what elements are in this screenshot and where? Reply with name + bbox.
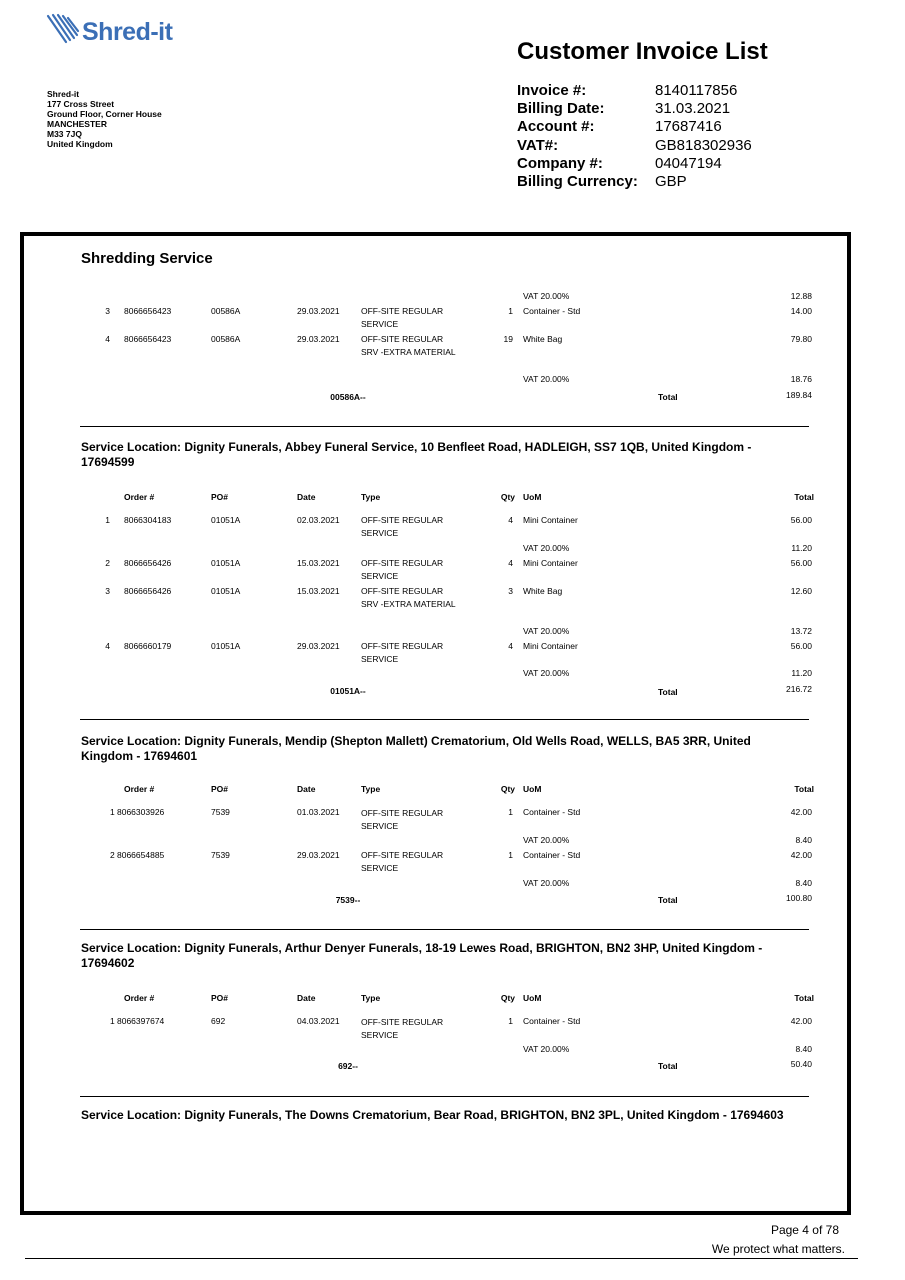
service-type: OFF-SITE REGULAR SERVICE (361, 306, 444, 329)
section-title: Shredding Service (81, 250, 213, 267)
meta-label: Invoice #: (517, 81, 587, 99)
total-label: Total (658, 392, 678, 402)
unit-of-measure: Container - Std (523, 1016, 581, 1026)
service-location: Service Location: Dignity Funerals, The Downs Crematorium, Bear Road, BRIGHTON, BN2 3PL, United Kingdom - 17694603 (81, 1108, 784, 1122)
order-date: 01.03.2021 (297, 807, 340, 817)
order-date: 15.03.2021 (297, 558, 340, 568)
unit-of-measure: Container - Std (523, 850, 581, 860)
service-location: Service Location: Dignity Funerals, Abbey Funeral Service, 10 Benfleet Road, HADLEIGH, SS7 1QB, United Kingdom - 17694599 (81, 440, 752, 469)
sender-line: Shred-it (47, 89, 80, 99)
po-subtotal-label: 00586A-- (330, 392, 366, 402)
line-total: 42.00 (790, 850, 812, 860)
row-index: 1 (110, 807, 115, 817)
meta-row (517, 81, 752, 99)
meta-value: GB818302936 (655, 136, 752, 154)
total-label: Total (658, 1061, 678, 1071)
service-type: OFF-SITE REGULAR SERVICE (361, 1017, 444, 1040)
quantity: 1 (508, 306, 513, 316)
meta-row (517, 172, 752, 190)
line-total: 12.60 (790, 586, 812, 596)
meta-value: 8140117856 (655, 81, 738, 99)
order-number: 8066656426 (124, 558, 172, 568)
col-header-uom: UoM (523, 492, 542, 502)
col-header-qty: Qty (500, 492, 515, 502)
order-number: 8066656426 (124, 586, 172, 596)
col-header-po: PO# (211, 993, 229, 1003)
unit-of-measure: White Bag (523, 586, 563, 596)
vat-label: VAT 20.00% (523, 878, 570, 888)
vat-label: VAT 20.00% (523, 291, 570, 301)
page-number: Page 4 of 78 (770, 1223, 839, 1237)
vat-label: VAT 20.00% (523, 626, 570, 636)
service-location: Service Location: Dignity Funerals, Mendip (Shepton Mallett) Crematorium, Old Wells Road, WELLS, BA5 3RR, United Kingdom - 17694601 (81, 734, 751, 763)
po-number: 7539 (211, 850, 230, 860)
col-header-order: Order # (124, 492, 155, 502)
quantity: 1 (508, 1016, 513, 1026)
order-date: 04.03.2021 (297, 1016, 340, 1026)
line-total: 14.00 (790, 306, 812, 316)
order-date: 29.03.2021 (297, 334, 340, 344)
grand-total: 50.40 (790, 1059, 812, 1069)
vat-label: VAT 20.00% (523, 668, 570, 678)
col-header-type: Type (361, 492, 381, 502)
quantity: 4 (508, 641, 513, 651)
col-header-date: Date (297, 784, 316, 794)
page-title: Customer Invoice List (517, 38, 768, 65)
sender-line: M33 7JQ (47, 129, 82, 139)
sender-line: United Kingdom (47, 139, 113, 149)
meta-value: 17687416 (655, 118, 722, 136)
service-type: OFF-SITE REGULAR SERVICE (361, 558, 444, 581)
po-number: 00586A (211, 306, 241, 316)
meta-row (517, 99, 752, 117)
order-date: 02.03.2021 (297, 515, 340, 525)
meta-label: VAT#: (517, 136, 559, 154)
section-divider (80, 929, 809, 930)
quantity: 19 (503, 334, 513, 344)
row-index: 1 (110, 1016, 115, 1026)
col-header-qty: Qty (500, 993, 515, 1003)
po-number: 01051A (211, 515, 241, 525)
section-divider (80, 426, 809, 427)
vat-label: VAT 20.00% (523, 543, 570, 553)
vat-amount: 18.76 (790, 374, 812, 384)
service-type: OFF-SITE REGULAR SERVICE (361, 808, 444, 831)
invoice-meta (517, 81, 752, 191)
order-date: 15.03.2021 (297, 586, 340, 596)
order-number: 8066303926 (117, 807, 165, 817)
po-number: 01051A (211, 558, 241, 568)
po-subtotal-label: 01051A-- (330, 686, 366, 696)
line-total: 79.80 (790, 334, 812, 344)
unit-of-measure: Mini Container (523, 558, 578, 568)
unit-of-measure: Mini Container (523, 515, 578, 525)
po-number: 01051A (211, 641, 241, 651)
col-header-total: Total (794, 993, 814, 1003)
sender-address (47, 89, 162, 149)
line-total: 42.00 (790, 807, 812, 817)
order-number: 8066304183 (124, 515, 172, 525)
col-header-total: Total (794, 492, 814, 502)
service-type: OFF-SITE REGULAR SRV -EXTRA MATERIAL (361, 586, 456, 609)
total-label: Total (658, 687, 678, 697)
quantity: 1 (508, 850, 513, 860)
row-index: 2 (105, 558, 110, 568)
footer-divider (25, 1258, 858, 1259)
order-date: 29.03.2021 (297, 641, 340, 651)
vat-amount: 11.20 (791, 668, 812, 678)
row-index: 1 (105, 515, 110, 525)
col-header-qty: Qty (500, 784, 515, 794)
row-index: 3 (105, 586, 110, 596)
vat-amount: 11.20 (791, 543, 812, 553)
meta-label: Billing Currency: (517, 173, 638, 191)
grand-total: 189.84 (786, 390, 812, 400)
sender-line: Ground Floor, Corner House (47, 109, 162, 119)
col-header-po: PO# (211, 784, 229, 794)
vat-amount: 12.88 (790, 291, 812, 301)
order-date: 29.03.2021 (297, 306, 340, 316)
col-header-order: Order # (124, 784, 155, 794)
sender-line: 177 Cross Street (47, 99, 115, 109)
line-total: 56.00 (790, 641, 812, 651)
col-header-type: Type (361, 993, 381, 1003)
vat-amount: 8.40 (795, 1044, 812, 1054)
po-subtotal-label: 692-- (338, 1061, 358, 1071)
vat-amount: 8.40 (795, 878, 812, 888)
meta-row (517, 136, 752, 154)
vat-label: VAT 20.00% (523, 1044, 570, 1054)
meta-value: 31.03.2021 (655, 99, 731, 117)
unit-of-measure: White Bag (523, 334, 563, 344)
order-number: 8066654885 (117, 850, 165, 860)
col-header-uom: UoM (523, 784, 542, 794)
quantity: 1 (508, 807, 513, 817)
service-type: OFF-SITE REGULAR SERVICE (361, 515, 444, 538)
col-header-order: Order # (124, 993, 155, 1003)
order-number: 8066656423 (124, 306, 172, 316)
service-type: OFF-SITE REGULAR SRV -EXTRA MATERIAL (361, 334, 456, 357)
meta-label: Account #: (517, 118, 595, 136)
vat-label: VAT 20.00% (523, 374, 570, 384)
sender-line: MANCHESTER (47, 119, 107, 129)
row-index: 2 (110, 850, 115, 860)
col-header-date: Date (297, 993, 316, 1003)
service-type: OFF-SITE REGULAR SERVICE (361, 641, 444, 664)
po-number: 00586A (211, 334, 241, 344)
order-number: 8066656423 (124, 334, 172, 344)
meta-label: Company #: (517, 154, 603, 172)
unit-of-measure: Mini Container (523, 641, 578, 651)
order-date: 29.03.2021 (297, 850, 340, 860)
col-header-total: Total (794, 784, 814, 794)
row-index: 3 (105, 306, 110, 316)
col-header-po: PO# (211, 492, 229, 502)
quantity: 4 (508, 558, 513, 568)
quantity: 3 (508, 586, 513, 596)
shred-it-logo-icon (46, 12, 80, 46)
col-header-type: Type (361, 784, 381, 794)
grand-total: 216.72 (786, 684, 812, 694)
po-subtotal-label: 7539-- (335, 895, 361, 905)
total-label: Total (658, 895, 678, 905)
grand-total: 100.80 (786, 893, 812, 903)
section-divider (80, 1096, 809, 1097)
line-total: 56.00 (790, 515, 812, 525)
row-index: 4 (105, 334, 110, 344)
unit-of-measure: Container - Std (523, 807, 581, 817)
service-location: Service Location: Dignity Funerals, Arthur Denyer Funerals, 18-19 Lewes Road, BRIGHTON, BN2 3HP, United Kingdom - 17694602 (81, 941, 763, 970)
meta-value: 04047194 (655, 154, 722, 172)
vat-label: VAT 20.00% (523, 835, 570, 845)
po-number: 692 (211, 1016, 226, 1026)
po-number: 01051A (211, 586, 241, 596)
meta-row (517, 118, 752, 136)
service-type: OFF-SITE REGULAR SERVICE (361, 850, 444, 873)
meta-value: GBP (655, 173, 687, 191)
meta-row (517, 154, 752, 172)
unit-of-measure: Container - Std (523, 306, 581, 316)
line-total: 56.00 (790, 558, 812, 568)
col-header-date: Date (297, 492, 316, 502)
section-divider (80, 719, 809, 720)
po-number: 7539 (211, 807, 230, 817)
order-number: 8066397674 (117, 1016, 165, 1026)
vat-amount: 8.40 (795, 835, 812, 845)
logo-wordmark: Shred-it (82, 18, 173, 46)
quantity: 4 (508, 515, 513, 525)
footer-tagline: We protect what matters. (711, 1242, 845, 1256)
meta-label: Billing Date: (517, 99, 605, 117)
line-total: 42.00 (790, 1016, 812, 1026)
order-number: 8066660179 (124, 641, 172, 651)
row-index: 4 (105, 641, 110, 651)
col-header-uom: UoM (523, 993, 542, 1003)
vat-amount: 13.72 (790, 626, 812, 636)
shred-it-logo (46, 12, 196, 48)
